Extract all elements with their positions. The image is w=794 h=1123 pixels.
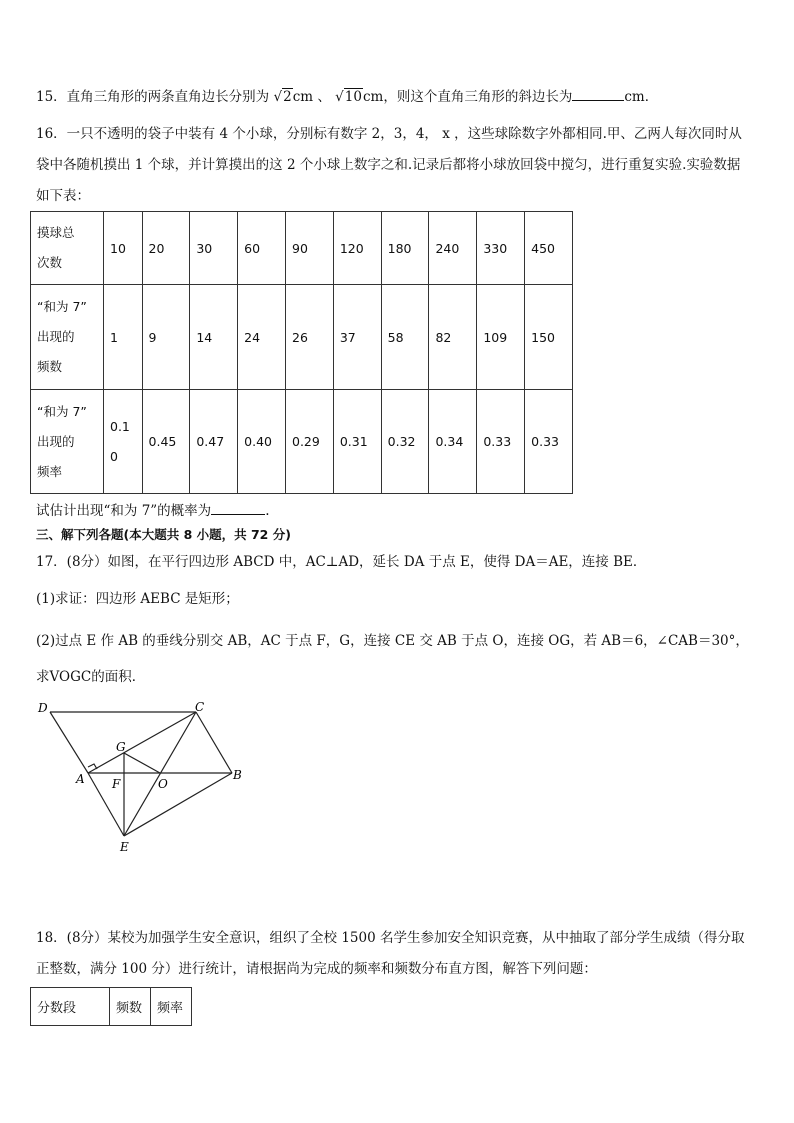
label-C: C [195, 700, 205, 714]
label-F: F [112, 777, 121, 791]
label-D: D [38, 701, 48, 715]
table-cell: 120 [333, 212, 381, 285]
section-heading: 三、解下列各题(本大题共 8 小题，共 72 分) [36, 527, 291, 542]
segment-AD [50, 712, 88, 773]
table-cell: 9 [142, 285, 190, 390]
segment-OG [124, 753, 160, 773]
table-cell: 0.45 [142, 390, 190, 494]
table-cell: 0.1 0 [104, 390, 143, 494]
q16-estimate-end: . [265, 503, 270, 519]
q16-line1: 16．一只不透明的袋子中装有 4 个小球，分别标有数字 2，3，4， x ，这些球除数字外都相同.甲、乙两人每次同时从 [36, 126, 742, 142]
table-cell: 150 [525, 285, 573, 390]
segment-BE [124, 773, 232, 836]
table-cell: 109 [477, 285, 525, 390]
q16-estimate-line [36, 500, 269, 521]
q18-frequency-table [30, 987, 192, 1026]
table-header: 分数段 [31, 988, 110, 1026]
q17-part1: (1)求证：四边形 AEBC 是矩形； [36, 591, 239, 607]
label-A: A [76, 772, 85, 786]
row-header: 摸球总 次数 [31, 212, 104, 285]
q17-part2: (2)过点 E 作 AB 的垂线分别交 AB，AC 于点 F，G，连接 CE 交 AB 于点 O，连接 OG，若 AB＝6，∠CAB＝30°， [36, 633, 749, 649]
table-cell: 14 [190, 285, 238, 390]
table-cell: 10 [104, 212, 143, 285]
q18-line1: 18．(8分）某校为加强学生安全意识，组织了全校 1500 名学生参加安全知识竞赛，从中抽取了部分学生成绩（得分取 [36, 930, 745, 946]
table-cell: 26 [286, 285, 334, 390]
table-cell: 330 [477, 212, 525, 285]
q17-geometry-figure [36, 696, 256, 856]
label-O: O [158, 777, 168, 791]
q16-line3: 如下表： [36, 188, 90, 204]
table-cell: 90 [286, 212, 334, 285]
q15-line [36, 86, 658, 107]
sqrt-10: √10 [335, 89, 362, 105]
table-cell: 0.29 [286, 390, 334, 494]
q16-data-table [30, 211, 573, 494]
label-G: G [116, 740, 126, 754]
label-E: E [120, 840, 129, 854]
table-cell: 0.33 [525, 390, 573, 494]
table-cell: 0.40 [238, 390, 286, 494]
table-cell: 58 [381, 285, 429, 390]
table-cell: 1 [104, 285, 143, 390]
q15-unit2: cm [362, 89, 384, 105]
segment-AC [88, 712, 196, 773]
segment-CE [124, 712, 196, 836]
q15-unit1: cm [292, 89, 314, 105]
table-cell: 82 [429, 285, 477, 390]
table-cell: 37 [333, 285, 381, 390]
table-cell: 240 [429, 212, 477, 285]
q15-sep: 、 [313, 89, 336, 105]
q17-part2b: 求VOGC的面积． [36, 669, 146, 685]
row-header: “和为 7” 出现的 频率 [31, 390, 104, 494]
sqrt-2: √2 [273, 89, 292, 105]
table-cell: 0.34 [429, 390, 477, 494]
table-cell: 20 [142, 212, 190, 285]
table-cell: 0.33 [477, 390, 525, 494]
table-header: 频数 [110, 988, 151, 1026]
table-cell: 60 [238, 212, 286, 285]
q15-middle: ，则这个直角三角形的斜边长为 [383, 89, 573, 105]
table-cell: 450 [525, 212, 573, 285]
q15-prefix: 15．直角三角形的两条直角边长分别为 [36, 89, 270, 105]
q16-line2: 袋中各随机摸出 1 个球，并计算摸出的这 2 个小球上数字之和.记录后都将小球放回袋中搅匀，进行重复实验.实验数据 [36, 157, 741, 173]
q16-estimate: 试估计出现“和为 7”的概率为 [36, 503, 212, 519]
table-cell: 30 [190, 212, 238, 285]
label-B: B [233, 768, 242, 782]
table-cell: 0.31 [333, 390, 381, 494]
answer-blank [572, 86, 624, 101]
segment-CB [196, 712, 232, 773]
table-cell: 0.32 [381, 390, 429, 494]
q18-line2: 正整数，满分 100 分）进行统计，请根据尚为完成的频率和频数分布直方图，解答下列问题： [36, 961, 597, 977]
table-header: 频率 [151, 988, 192, 1026]
table-cell: 24 [238, 285, 286, 390]
q15-suffix: cm． [624, 89, 659, 105]
table-cell: 0.47 [190, 390, 238, 494]
table-cell: 180 [381, 212, 429, 285]
answer-blank [211, 500, 265, 515]
row-header: “和为 7” 出现的 频数 [31, 285, 104, 390]
q17-line1: 17．(8分）如图，在平行四边形 ABCD 中，AC⊥AD，延长 DA 于点 E，使得 DA＝AE，连接 BE． [36, 554, 647, 570]
